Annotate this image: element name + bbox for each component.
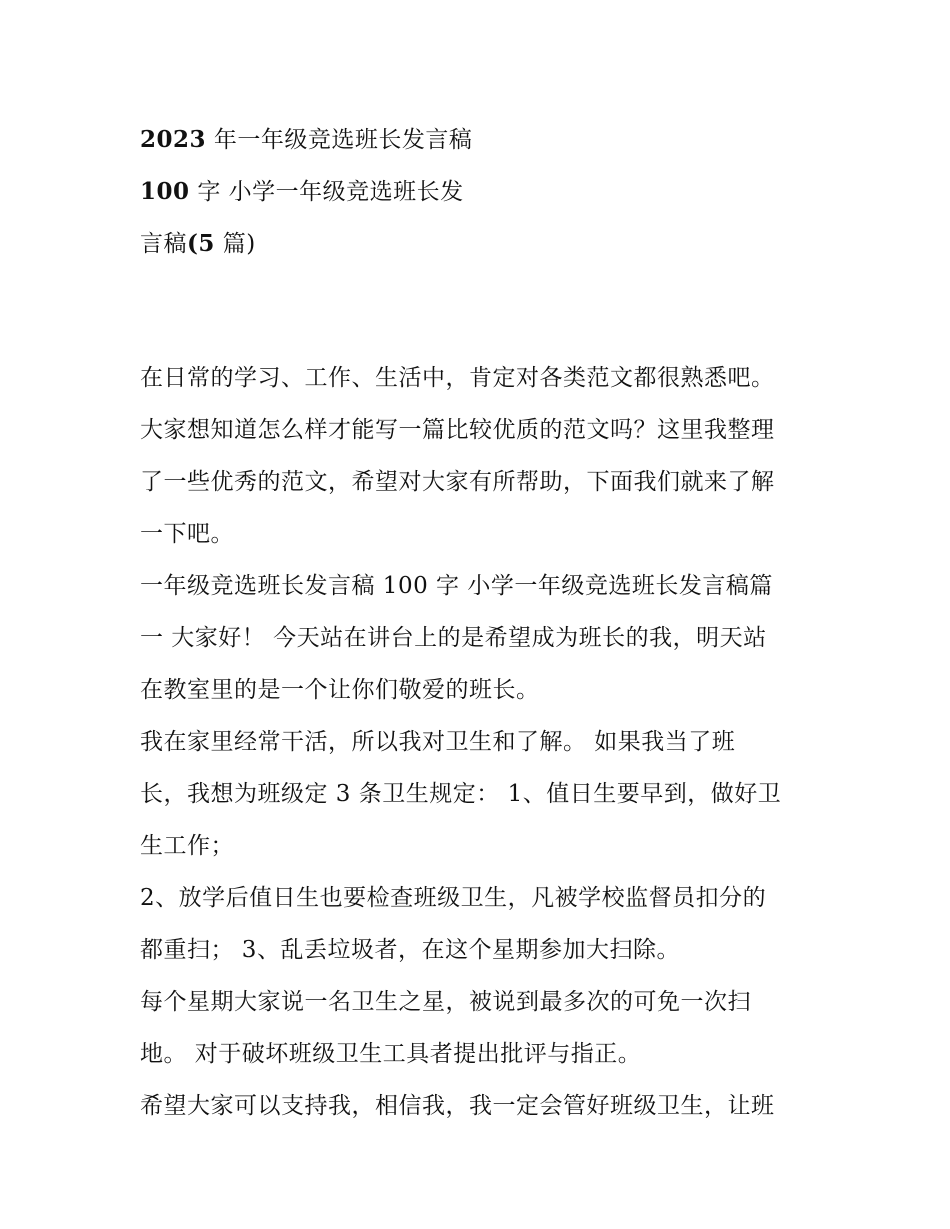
paragraph-rules [140,872,820,976]
text-line: 希望大家可以支持我，相信我，我一定会管好班级卫生，让班 [140,1093,775,1119]
paragraph-hygiene [140,716,820,872]
paragraph-intro [140,352,820,560]
text-line: 我在家里经常干活，所以我对卫生和了解。 如果我当了班 [140,729,736,755]
text-line: 一年级竞选班长发言稿 100 字 小学一年级竞选班长发言稿篇 [140,573,773,599]
document-body [140,352,820,1132]
text-line: 每个星期大家说一名卫生之星，被说到最多次的可免一次扫 [140,989,751,1015]
paragraph-speech-1 [140,560,820,716]
title-line-1: 2023 年一年级竞选班长发言稿 [140,126,473,153]
text-line: 一下吧。 [140,521,234,547]
title-line-2: 100 字 小学一年级竞选班长发 [140,178,464,205]
text-line: 生工作； [140,833,234,859]
text-line: 大家想知道怎么样才能写一篇比较优质的范文吗？这里我整理 [140,417,775,443]
text-line: 一 大家好！ 今天站在讲台上的是希望成为班长的我，明天站 [140,625,767,651]
text-line: 都重扫； 3、乱丢垃圾者，在这个星期参加大扫除。 [140,937,680,963]
paragraph-star [140,976,820,1080]
text-line: 了一些优秀的范文，希望对大家有所帮助，下面我们就来了解 [140,469,775,495]
text-line: 长，我想为班级定 3 条卫生规定： 1、值日生要早到，做好卫 [140,781,782,807]
text-line: 在日常的学习、工作、生活中，肯定对各类范文都很熟悉吧。 [140,365,775,391]
text-line: 在教室里的是一个让你们敬爱的班长。 [140,677,540,703]
title-line-3: 言稿(5 篇) [140,230,256,257]
paragraph-closing [140,1080,820,1132]
document-title [140,114,820,270]
text-line: 2、放学后值日生也要检查班级卫生，凡被学校监督员扣分的 [140,885,767,911]
text-line: 地。 对于破坏班级卫生工具者提出批评与指正。 [140,1041,642,1067]
